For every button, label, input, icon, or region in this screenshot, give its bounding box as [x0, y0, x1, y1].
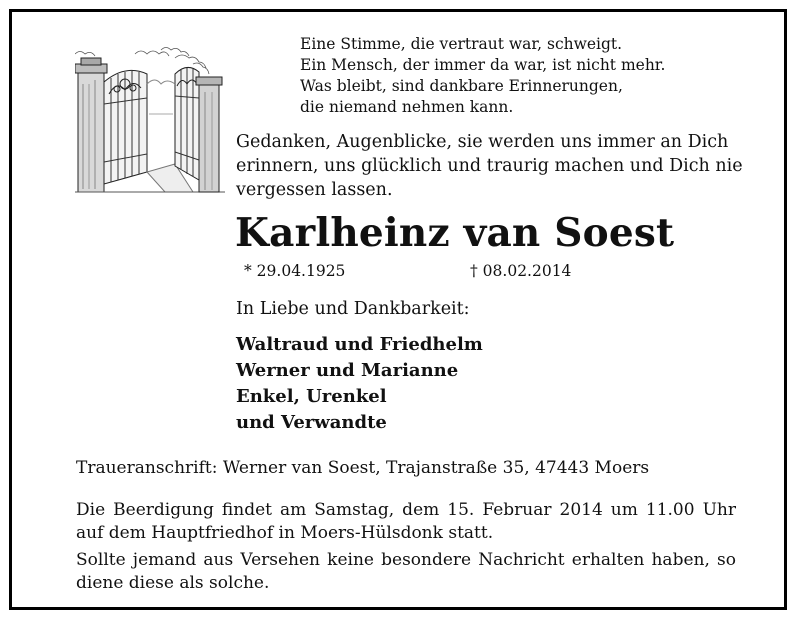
- poem-line: Eine Stimme, die vertraut war, schweigt.: [300, 35, 623, 53]
- mourning-address: Traueranschrift: Werner van Soest, Trajanstraße 35, 47443 Moers: [76, 458, 650, 478]
- mourner-entry: und Verwandte: [236, 412, 387, 433]
- open-garden-gate-icon: [75, 44, 225, 196]
- dedication-line: In Liebe und Dankbarkeit:: [236, 299, 470, 319]
- mourner-entry: Werner und Marianne: [236, 360, 459, 381]
- death-date: † 08.02.2014: [470, 262, 572, 280]
- poem-line: Ein Mensch, der immer da war, ist nicht mehr.: [300, 56, 666, 74]
- obituary-card: [9, 9, 787, 610]
- poem-line: die niemand nehmen kann.: [300, 98, 514, 116]
- funeral-info: Die Beerdigung findet am Samstag, dem 15. Februar 2014 um 11.00 Uhr auf dem Hauptfriedhof in Moers-Hülsdonk statt.: [76, 500, 736, 543]
- intro-text: Gedanken, Augenblicke, sie werden uns immer an Dich erinnern, uns glücklich und traurig machen und Dich nie vergessen lassen.: [236, 132, 743, 200]
- poem-line: Was bleibt, sind dankbare Erinnerungen,: [300, 77, 623, 95]
- deceased-name: Karlheinz van Soest: [235, 210, 675, 256]
- mourner-entry: Waltraud und Friedhelm: [236, 334, 483, 355]
- notice-note: Sollte jemand aus Versehen keine besondere Nachricht erhalten haben, so diene diese als solche.: [76, 550, 736, 593]
- poem: [300, 34, 665, 118]
- mourner-entry: Enkel, Urenkel: [236, 386, 387, 407]
- mourners-list: [236, 332, 483, 436]
- birth-date: * 29.04.1925: [244, 262, 346, 280]
